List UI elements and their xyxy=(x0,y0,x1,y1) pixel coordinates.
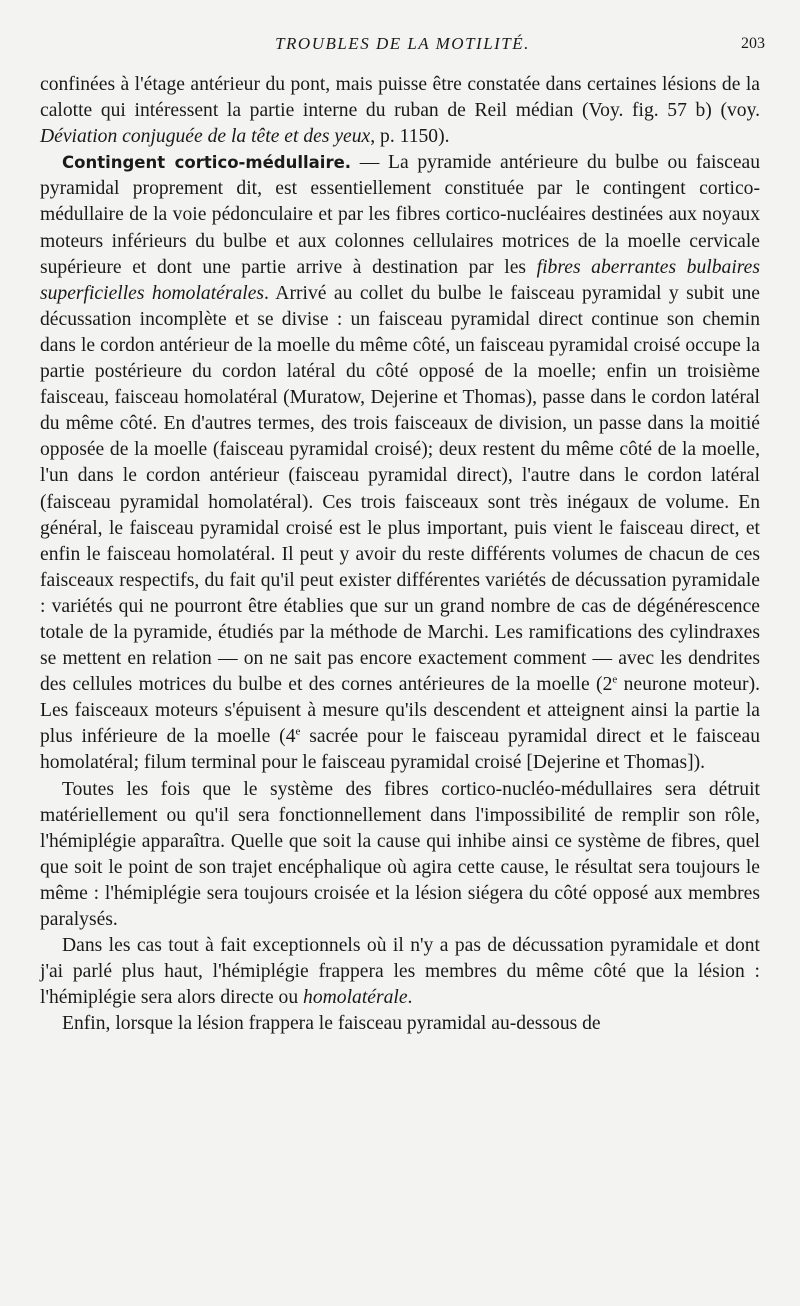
text-run: neurone moteur). Les faisceaux moteurs s'épuisent à mesure qu'ils descendent et atteignent ainsi la partie la plus inférieure de la moelle (4 xyxy=(40,674,760,748)
italic-term: homolatérale xyxy=(303,987,408,1009)
paragraph-enfin xyxy=(40,1011,760,1037)
text-run: — La pyramide antérieure du bulbe ou faisceau pyramidal proprement dit, est essentiellement constituée par le contingent cortico-médullaire de la voie pédonculaire et par les fibres cortico-nucléaires destinées aux noyaux moteurs inférieurs du bulbe et aux colonnes cellulaires motrices de la moelle cervicale supérieure et dont une partie arrive à destination par les xyxy=(40,152,761,278)
italic-reference: Déviation conjuguée de la tête et des yeux xyxy=(40,126,371,148)
section-heading: Contingent cortico-médullaire. xyxy=(62,153,352,173)
text-run: . Arrivé au collet du bulbe le faisceau pyramidal y subit une décussation incomplète et se divise : un faisceau pyramidal direct continue son chemin dans le cordon antérieur de la moelle du même côté, un faisceau pyramidal croisé occupe la partie postérieure du cordon latéral du côté opposé de la moelle; enfin un troisième faisceau, faisceau homolatéral (Muratow, Dejerine et Thomas), passe dans le cordon latéral du même côté. En d'autres termes, des trois faisceaux de division, un passe dans la moitié opposée de la moelle (faisceau pyramidal croisé); deux restent du même côté de la moelle, l'un dans le cordon antérieur (faisceau pyramidal direct), l'autre dans le cordon latéral (faisceau pyramidal homolatéral). Ces trois faisceaux sont très inégaux de volume. En général, le faisceau pyramidal croisé est le plus important, puis vient le faisceau direct, et enfin le faisceau homolatéral. Il peut y avoir du reste différents volumes de chacun de ces faisceaux respectifs, du fait qu'il peut exister différentes variétés de décussation pyramidale : variétés qui ne pourront être établies que sur un grand nombre de cas de dégénérescence totale de la pyramide, étudiés par la méthode de Marchi. Les ramifications des cylindraxes se mettent en relation — on ne sait pas encore exactement comment — avec les dendrites des cellules motrices du bulbe et des cornes antérieures de la moelle (2 xyxy=(40,282,760,696)
text-run: . xyxy=(407,987,413,1009)
superscript: e xyxy=(612,673,618,686)
paragraph-hemiplegie xyxy=(40,777,760,934)
page-number: 203 xyxy=(741,35,765,52)
text-run: Enfin, lorsque la lésion frappera le faisceau pyramidal au-dessous de xyxy=(62,1013,601,1035)
paragraph-contingent-cortico-medullaire xyxy=(40,150,760,776)
text-run: sacrée pour le faisceau pyramidal direct et le faisceau homolatéral; filum terminal pour le faisceau pyramidal croisé [Dejerine et Thomas]). xyxy=(40,726,760,774)
body-text xyxy=(40,72,760,1037)
running-title: TROUBLES DE LA MOTILITÉ. xyxy=(275,34,530,53)
paragraph-continuation xyxy=(40,72,760,150)
text-run: Dans les cas tout à fait exceptionnels où il n'y a pas de décussation pyramidale et dont j'ai parlé plus haut, l'hémiplégie frappera les membres du même côté que la lésion : l'hémiplégie sera alors directe ou xyxy=(40,935,760,1009)
text-run: Toutes les fois que le système des fibres cortico-nucléo-médullaires sera détruit matériellement ou qu'il sera fonctionnellement dans l'impossibilité de remplir son rôle, l'hémiplégie apparaîtra. Quelle que soit la cause qui inhibe ainsi ce système de fibres, quel que soit le point de son trajet encéphalique où agira cette cause, le résultat sera toujours le même : l'hémiplégie sera toujours croisée et la lésion siégera du côté opposé aux membres paralysés. xyxy=(40,778,760,930)
text-run: confinées à l'étage antérieur du pont, mais puisse être constatée dans certaines lésions de la calotte qui intéressent la partie interne du ruban de Reil médian (Voy. fig. 57 b) (voy. xyxy=(40,74,760,122)
text-run: , p. 1150). xyxy=(370,126,450,148)
italic-term: fibres aberrantes bulbaires superficielles homolatérales xyxy=(40,256,760,304)
superscript: e xyxy=(295,725,301,738)
paragraph-cas-exceptionnels xyxy=(40,933,760,1011)
running-head xyxy=(40,34,765,58)
